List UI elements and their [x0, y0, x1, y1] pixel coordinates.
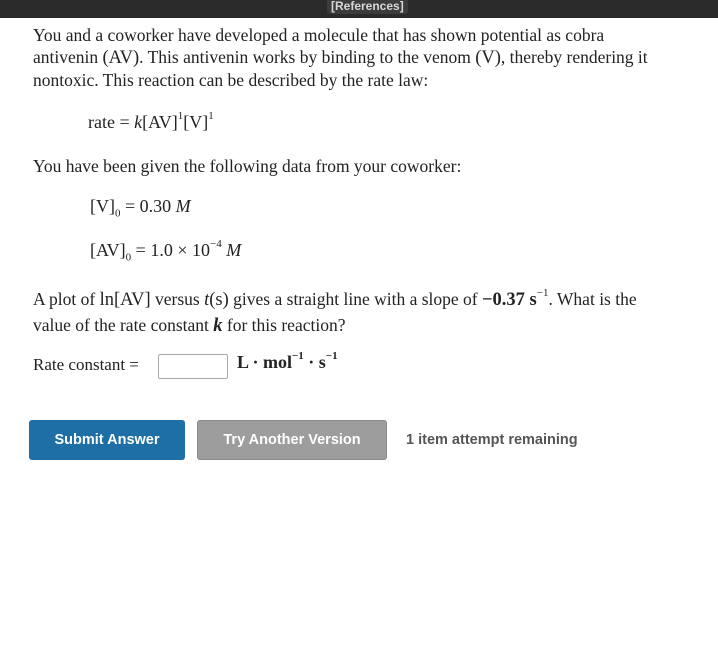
try-another-version-button[interactable]: Try Another Version — [197, 420, 387, 460]
rate-constant-label: Rate constant = — [33, 355, 139, 374]
v0-value: $[V]_0 = 0.30$ M — [90, 196, 191, 220]
top-bar — [0, 0, 718, 18]
references-tab[interactable]: [References] — [327, 0, 408, 14]
plot-question: A plot of ln[AV] versus t(s) gives a straight line with a slope of −0.37 $s^{-1}$. What is the value of the rate constant k for this reaction? — [33, 287, 637, 336]
rate-constant-input[interactable] — [158, 354, 228, 379]
question-text — [33, 24, 708, 91]
submit-answer-button[interactable]: Submit Answer — [29, 420, 185, 460]
attempts-remaining-text: 1 item attempt remaining — [406, 432, 578, 448]
intro-paragraph: You and a coworker have developed a molecule that has shown potential as cobra antivenin (AV). This antivenin works by binding to the venom (V), thereby rendering it nontoxic. This reaction can be described by the rate law: — [33, 25, 648, 90]
rate-constant-units: $L \cdot mol^{-1} \cdot s^{-1}$ — [237, 350, 338, 372]
av0-value: $[AV]_0 = 1.0 \times 10^{-4}$ M — [90, 238, 242, 264]
rate-law-equation: rate = $k[AV]^1[V]^1$ — [88, 110, 214, 132]
data-intro-text: You have been given the following data from your coworker: — [33, 156, 462, 176]
